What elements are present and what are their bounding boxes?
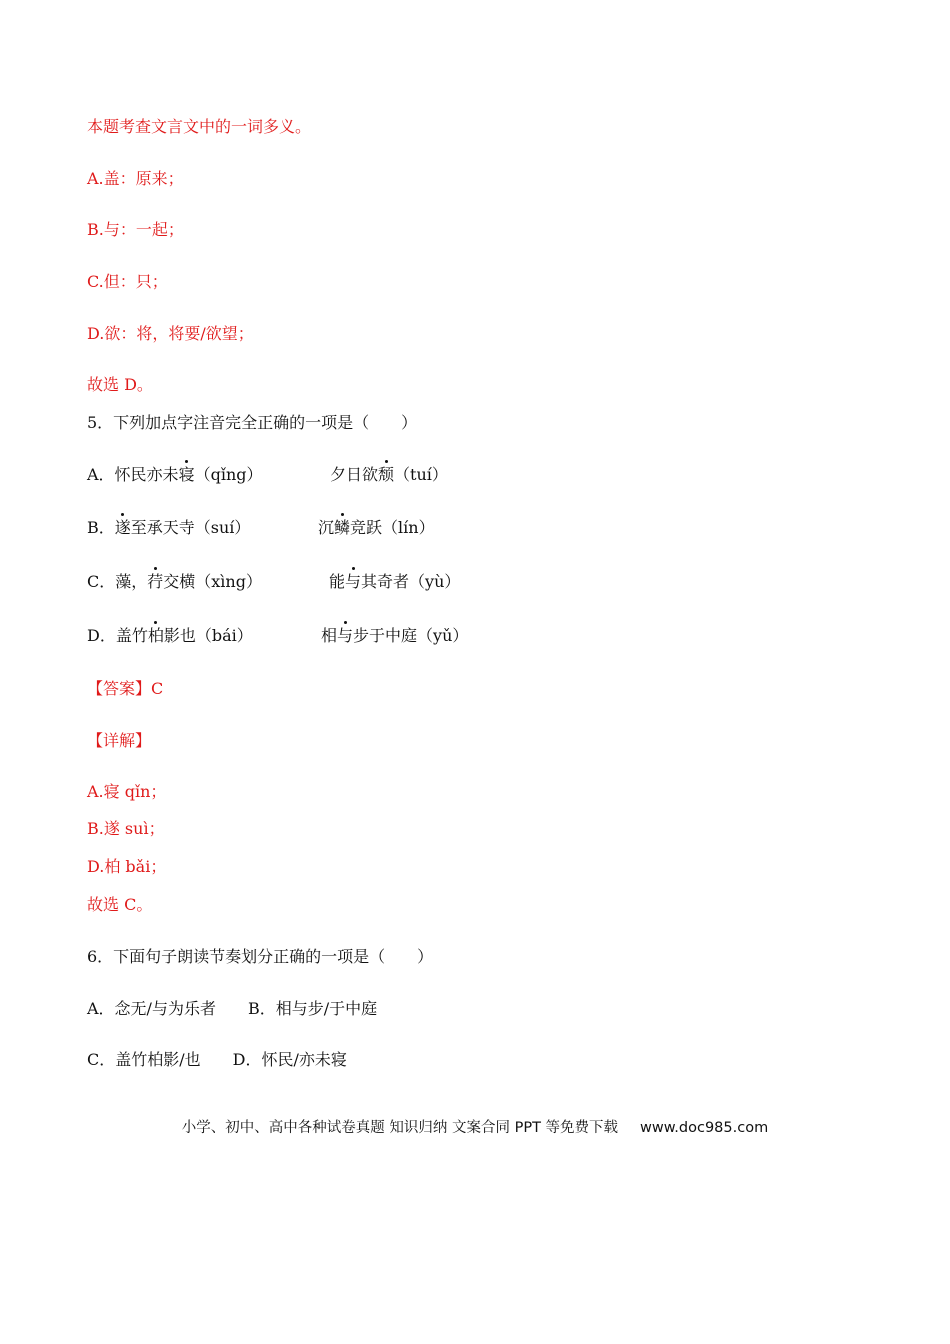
q5-option-a-left: A．怀民亦未寝（qǐng） [87, 465, 263, 484]
q5-option-b-left: B．遂至承天寺（suí） [87, 518, 251, 537]
emphasis-dot-char: 柏 [147, 626, 164, 645]
q5-detail-label: 【详解】 [87, 731, 152, 750]
q5-option-c-right: 能与其奇者（yù） [329, 572, 461, 591]
emphasis-dot-char: 与 [337, 626, 354, 645]
emphasis-dot-char: 寝 [178, 465, 195, 484]
page-footer [0, 1116, 950, 1137]
q5-conclusion: 故选 C。 [87, 895, 153, 914]
emphasis-dot-char: 遂 [114, 518, 131, 537]
explanation-intro: 本题考查文言文中的一词多义。 [87, 117, 312, 136]
emphasis-dot-char: 鳞 [334, 518, 351, 537]
q5-option-a-right: 夕日欲颓（tuí） [330, 465, 448, 484]
question-5-stem: 5．下列加点字注音完全正确的一项是（ ） [87, 413, 418, 432]
q5-option-d-left: D．盖竹柏影也（bái） [87, 626, 253, 645]
explanation-item-c: C.但：只； [87, 272, 168, 291]
explanation-item-b: B.与：一起； [87, 220, 184, 239]
question-6-stem: 6．下面句子朗读节奏划分正确的一项是（ ） [87, 947, 434, 966]
emphasis-dot-char: 与 [345, 572, 362, 591]
q6-options-row-1: A．念无/与为乐者 B．相与步/于中庭 [87, 999, 378, 1018]
q5-detail-d: D.柏 bǎi； [87, 857, 167, 876]
emphasis-dot-char: 颓 [378, 465, 395, 484]
explanation-item-a: A.盖：原来； [87, 169, 184, 188]
explanation-item-d: D.欲：将，将要/欲望； [87, 324, 254, 343]
footer-url: www.doc985.com [640, 1120, 769, 1136]
q5-detail-a: A.寝 qǐn； [87, 782, 167, 801]
explanation-conclusion: 故选 D。 [87, 375, 153, 394]
q6-options-row-2: C．盖竹柏影/也 D．怀民/亦未寝 [87, 1050, 347, 1069]
q5-answer: 【答案】C [87, 679, 164, 698]
q5-detail-b: B.遂 suì； [87, 819, 165, 838]
q5-option-c-left: C．藻，荇交横（xìng） [87, 572, 262, 591]
q5-option-b-right: 沉鳞竞跃（lín） [318, 518, 435, 537]
q5-option-d-right: 相与步于中庭（yǔ） [321, 626, 469, 645]
emphasis-dot-char: 荇 [147, 572, 164, 591]
footer-text: 小学、初中、高中各种试卷真题 知识归纳 文案合同 PPT 等免费下载 [181, 1120, 619, 1136]
